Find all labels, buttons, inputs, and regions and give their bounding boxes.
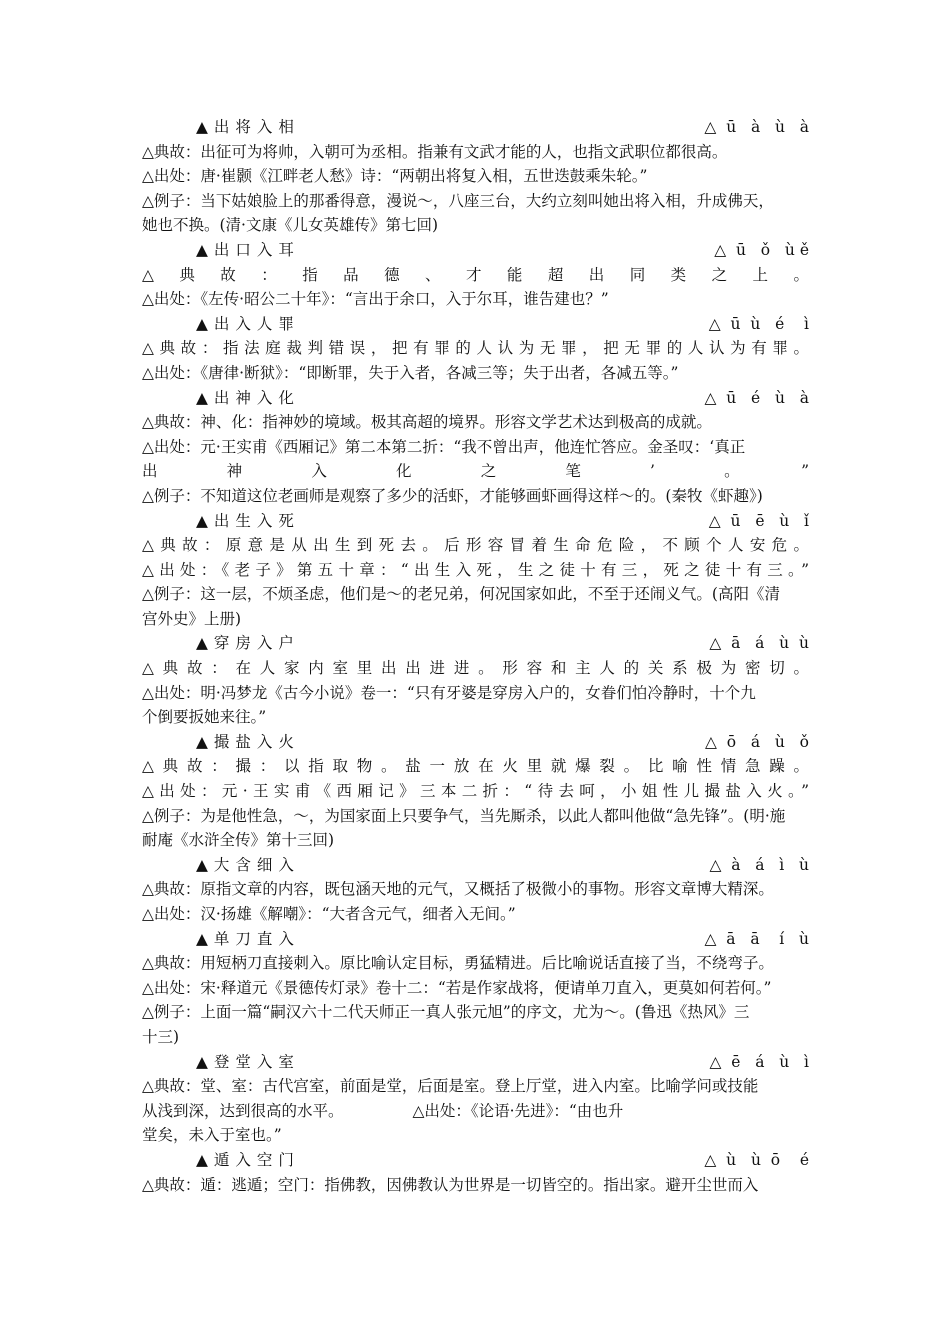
entry-text-line: △例子：当下姑娘脸上的那番得意，漫说～，八座三台，大约立刻叫她出将入相，升成佛天， bbox=[142, 191, 774, 210]
idiom-pinyin: △ ū ē ù ǐ bbox=[708, 511, 809, 530]
idiom-entry bbox=[142, 631, 809, 729]
entry-text-line: 十三) bbox=[142, 1027, 180, 1046]
entry-text-line: △典故：用短柄刀直接刺入。原比喻认定目标，勇猛精进。后比喻说话直接了当，不绕弯子。 bbox=[142, 954, 774, 973]
idiom-title: ▲遁入空门 bbox=[196, 1150, 300, 1169]
idiom-heading bbox=[142, 853, 809, 878]
entry-text-line: △典故：堂、室：古代宫室，前面是堂，后面是室。登上厅堂，进入内室。比喻学问或技能 bbox=[142, 1077, 759, 1096]
entry-text-line: △出处：唐·崔颢《江畔老人愁》诗：“两朝出将复入相，五世迭鼓乘朱轮。” bbox=[142, 167, 648, 186]
idiom-heading bbox=[142, 386, 809, 411]
idiom-pinyin: △ ō á ù ǒ bbox=[704, 732, 809, 751]
idiom-entry bbox=[142, 238, 809, 312]
idiom-pinyin: △ ù ù ō é bbox=[704, 1150, 809, 1169]
entry-text-line: △出处：《左传·昭公二十年》：“言出于余口，入于尔耳，谁告建也？” bbox=[142, 290, 609, 309]
idiom-title: ▲大含细入 bbox=[196, 855, 300, 874]
entry-text-line: △出处：元·王实甫《西厢记》三本二折：“待去呵，小姐性儿撮盐入火。” bbox=[142, 782, 809, 801]
idiom-heading bbox=[142, 1148, 809, 1173]
idiom-entry bbox=[142, 312, 809, 386]
entry-text-line: △出处：宋·释道元《景德传灯录》卷十二：“若是作家战将，便请单刀直入，更莫如何若何。” bbox=[142, 978, 772, 997]
entry-text-line: 耐庵《水浒全传》第十三回) bbox=[142, 831, 335, 850]
idiom-entry bbox=[142, 1148, 809, 1197]
entry-text-line: 宫外史》上册) bbox=[142, 609, 242, 628]
entry-text-line: △典故：原意是从出生到死去。后形容冒着生命危险，不顾个人安危。 bbox=[142, 536, 809, 555]
entry-text-line: 从浅到深，达到很高的水平。 △出处：《论语·先进》：“由也升 bbox=[142, 1101, 624, 1120]
idiom-pinyin: △ ā ā í ù bbox=[704, 929, 809, 948]
entry-text-line: 个倒要扳她来往。” bbox=[142, 708, 267, 727]
idiom-pinyin: △ ū é ù à bbox=[704, 388, 809, 407]
idiom-heading bbox=[142, 238, 809, 263]
entry-text-line: △典故：指法庭裁判错误，把有罪的人认为无罪，把无罪的人认为有罪。 bbox=[142, 339, 809, 358]
idiom-title: ▲登堂入室 bbox=[196, 1052, 300, 1071]
idiom-pinyin: △ ē á ù ì bbox=[709, 1052, 809, 1071]
idiom-entry bbox=[142, 853, 809, 927]
entry-text-line: △出处：明·冯梦龙《古今小说》卷一：“只有牙婆是穿房入户的，女眷们怕冷静时，十个九 bbox=[142, 683, 756, 702]
idiom-pinyin: △ ū ǒ ù ě bbox=[714, 240, 809, 259]
entry-text-line: △出处：《老子》第五十章：“出生入死，生之徒十有三，死之徒十有三。” bbox=[142, 560, 809, 579]
idiom-heading bbox=[142, 509, 809, 534]
entry-text-line: △典故：撮：以指取物。盐一放在火里就爆裂。比喻性情急躁。 bbox=[142, 757, 809, 776]
idiom-entry bbox=[142, 509, 809, 632]
idiom-title: ▲单刀直入 bbox=[196, 929, 300, 948]
idiom-title: ▲出生入死 bbox=[196, 511, 300, 530]
document-page bbox=[142, 115, 809, 1197]
entry-text-line: △出处：汉·扬雄《解嘲》：“大者含元气，细者入无间。” bbox=[142, 905, 516, 923]
idiom-pinyin: △ à á ì ù bbox=[709, 855, 809, 874]
idiom-heading bbox=[142, 312, 809, 337]
idiom-heading bbox=[142, 631, 809, 656]
idiom-entry bbox=[142, 1050, 809, 1148]
entry-text-line: △例子：不知道这位老画师是观察了多少的活虾，才能够画虾画得这样～的。(秦牧《虾趣》) bbox=[142, 486, 763, 505]
idiom-entry bbox=[142, 386, 809, 509]
entry-text-line: △典故：在人家内室里出出进进。形容和主人的关系极为密切。 bbox=[142, 659, 809, 678]
entry-text-line: 堂矣，未入于室也。” bbox=[142, 1126, 282, 1145]
idiom-pinyin: △ ā á ù ù bbox=[709, 634, 809, 653]
idiom-pinyin: △ ū ù é ì bbox=[708, 314, 809, 333]
entry-text-line: △典故：遁：逃遁；空门：指佛教，因佛教认为世界是一切皆空的。指出家。避开尘世而入 bbox=[142, 1175, 759, 1194]
idiom-title: ▲出口入耳 bbox=[196, 240, 300, 259]
idiom-entry bbox=[142, 927, 809, 1050]
idiom-entry bbox=[142, 730, 809, 853]
idiom-heading bbox=[142, 115, 809, 140]
idiom-entry bbox=[142, 115, 809, 238]
entry-text-line: 出神入化之笔’。” bbox=[142, 462, 809, 481]
idiom-title: ▲出入人罪 bbox=[196, 314, 300, 333]
entry-text-line: △典故：指品德、才能超出同类之上。 bbox=[142, 265, 809, 284]
idiom-heading bbox=[142, 927, 809, 952]
entry-text-line: △例子：这一层，不烦圣虑，他们是～的老兄弟，何况国家如此，不至于还闹义气。(高阳《清 bbox=[142, 585, 780, 604]
entry-text-line: △典故：神、化：指神妙的境域。极其高超的境界。形容文学艺术达到极高的成就。 bbox=[142, 413, 712, 432]
idiom-heading bbox=[142, 730, 809, 755]
idiom-pinyin: △ ū à ù à bbox=[704, 118, 809, 136]
entry-text-line: 她也不换。(清·文康《儿女英雄传》第七回) bbox=[142, 216, 439, 235]
idiom-title: ▲撮盐入火 bbox=[196, 732, 300, 751]
idiom-title: ▲出神入化 bbox=[196, 388, 300, 407]
idiom-title: ▲出将入相 bbox=[196, 118, 300, 136]
entry-text-line: △例子：上面一篇“嗣汉六十二代天师正一真人张元旭”的序文，尤为～。(鲁迅《热风》三 bbox=[142, 1003, 750, 1022]
idiom-title: ▲穿房入户 bbox=[196, 634, 300, 653]
entry-text-line: △出处：《唐律·断狱》：“即断罪，失于入者，各减三等；失于出者，各减五等。” bbox=[142, 363, 679, 382]
idiom-heading bbox=[142, 1050, 809, 1075]
entry-text-line: △典故：原指文章的内容，既包涵天地的元气，又概括了极微小的事物。形容文章博大精深。 bbox=[142, 880, 774, 899]
entry-text-line: △典故：出征可为将帅，入朝可为丞相。指兼有文武才能的人，也指文武职位都很高。 bbox=[142, 142, 728, 161]
entry-text-line: △出处：元·王实甫《西厢记》第二本第二折：“我不曾出声，他连忙答应。金圣叹：‘真正 bbox=[142, 437, 746, 456]
entry-text-line: △例子：为是他性急，～，为国家面上只要争气，当先厮杀，以此人都叫他做“急先锋”。(明·施 bbox=[142, 806, 786, 825]
